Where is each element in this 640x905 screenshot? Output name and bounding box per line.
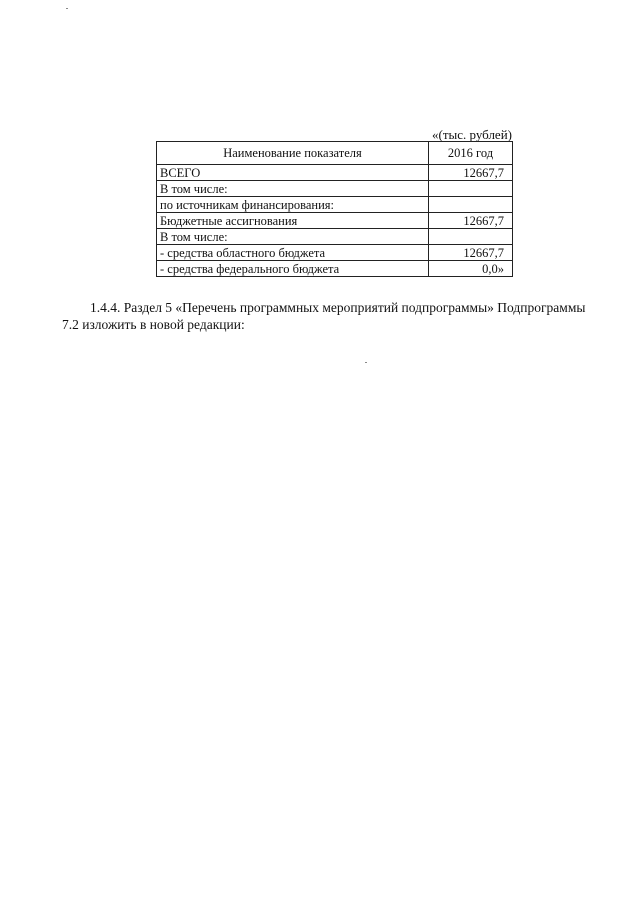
table-row (157, 213, 513, 229)
header-year: 2016 год (429, 142, 513, 165)
row-name: ВСЕГО (157, 165, 429, 181)
row-value: 12667,7 (429, 165, 513, 181)
table-row (157, 181, 513, 197)
header-indicator-name: Наименование показателя (157, 142, 429, 165)
row-value: 12667,7 (429, 213, 513, 229)
table-units-caption: «(тыс. рублей) (431, 127, 512, 142)
scan-speck (365, 362, 367, 363)
row-value: 0,0» (429, 261, 513, 277)
row-name: Бюджетные ассигнования (157, 213, 429, 229)
row-name: В том числе: (157, 229, 429, 245)
amendment-paragraph (62, 299, 615, 333)
row-name: - средства областного бюджета (157, 245, 429, 261)
table-row (157, 261, 513, 277)
scan-speck (66, 8, 68, 9)
table-row (157, 229, 513, 245)
paragraph-line-2: 7.2 изложить в новой редакции: (62, 317, 245, 332)
row-name: В том числе: (157, 181, 429, 197)
table-row (157, 165, 513, 181)
budget-table (156, 141, 513, 277)
paragraph-line-1: 1.4.4. Раздел 5 «Перечень программных мероприятий подпрограммы» Подпрограммы (90, 300, 586, 315)
row-name: - средства федерального бюджета (157, 261, 429, 277)
row-value (429, 197, 513, 213)
row-value: 12667,7 (429, 245, 513, 261)
row-value (429, 229, 513, 245)
table-row (157, 197, 513, 213)
row-name: по источникам финансирования: (157, 197, 429, 213)
table-row (157, 245, 513, 261)
row-value (429, 181, 513, 197)
table-header-row (157, 142, 513, 165)
